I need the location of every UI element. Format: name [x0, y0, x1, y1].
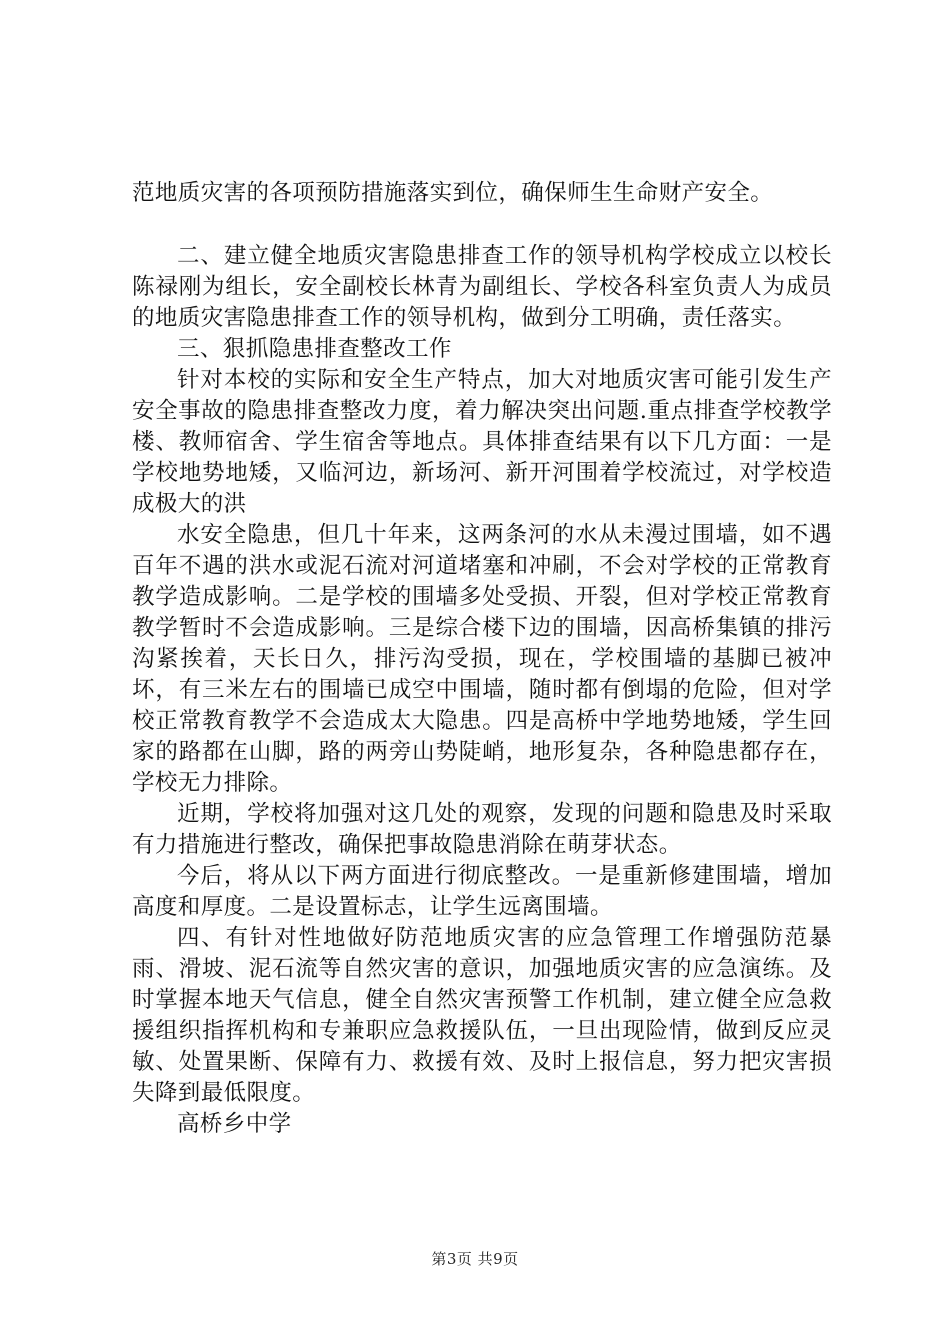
paragraph-continuation: 范地质灾害的各项预防措施落实到位，确保师生生命财产安全。	[132, 180, 774, 206]
section-three-heading: 三、狠抓隐患排查整改工作	[177, 336, 452, 362]
paragraph-section-four: 四、有针对性地做好防范地质灾害的应急管理工作增强防范暴雨、滑坡、泥石流等自然灾害的意识，加强地质灾害的应急演练。及时掌握本地天气信息，健全自然灾害预警工作机制，建立健全应急救援组织指挥机构和专兼职应急救援队伍，一旦出现险情，做到反应灵敏、处置果断、保障有力、救援有效、及时上报信息，努力把灾害损失降到最低限度。	[132, 925, 832, 1106]
paragraph-section-two: 二、建立健全地质灾害隐患排查工作的领导机构学校成立以校长陈禄刚为组长，安全副校长林青为副组长、学校各科室负责人为成员的地质灾害隐患排查工作的领导机构，做到分工明确，责任落实。	[132, 243, 832, 331]
signature-school-name: 高桥乡中学	[177, 1111, 292, 1137]
paragraph-inspection: 针对本校的实际和安全生产特点，加大对地质灾害可能引发生产安全事故的隐患排查整改力度，着力解决突出问题.重点排查学校教学楼、教师宿舍、学生宿舍等地点。具体排查结果有以下几方面：一是学校地势地矮，又临河边，新场河、新开河围着学校流过，对学校造成极大的洪	[132, 367, 832, 517]
paragraph-recent: 近期，学校将加强对这几处的观察，发现的问题和隐患及时采取有力措施进行整改，确保把事故隐患消除在萌芽状态。	[132, 801, 832, 858]
paragraph-future: 今后，将从以下两方面进行彻底整改。一是重新修建围墙，增加高度和厚度。二是设置标志，让学生远离围墙。	[132, 863, 832, 920]
paragraph-hazards: 水安全隐患，但几十年来，这两条河的水从未漫过围墙，如不遇百年不遇的洪水或泥石流对河道堵塞和冲刷，不会对学校的正常教育教学造成影响。二是学校的围墙多处受损、开裂，但对学校正常教育教学暂时不会造成影响。三是综合楼下边的围墙，因高桥集镇的排污沟紧挨着，天长日久，排污沟受损，现在，学校围墙的基脚已被冲坏，有三米左右的围墙已成空中围墙，随时都有倒塌的危险，但对学校正常教育教学不会造成太大隐患。四是高桥中学地势地矮，学生回家的路都在山脚，路的两旁山势陡峭，地形复杂，各种隐患都存在，学校无力排除。	[132, 522, 832, 796]
document-body	[132, 178, 832, 1140]
page-number-footer: 第3页 共9页	[431, 1250, 519, 1268]
